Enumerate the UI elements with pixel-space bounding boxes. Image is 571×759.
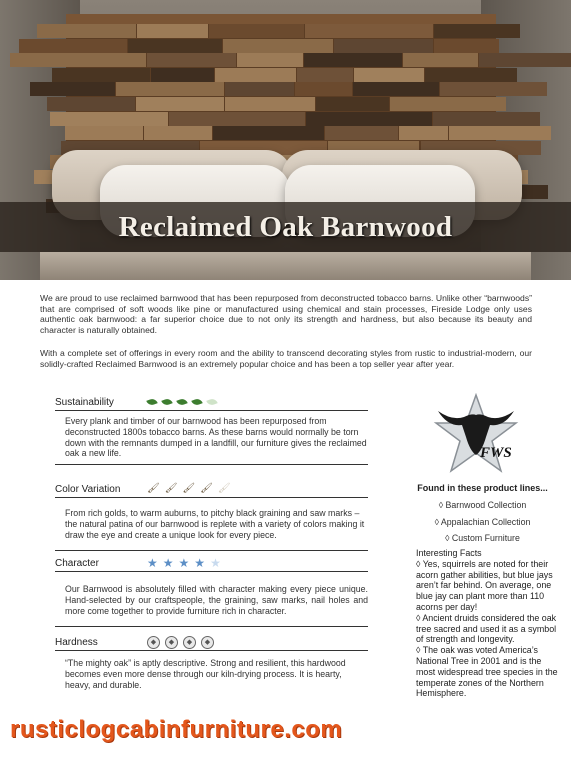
- barnwood-plank: [295, 82, 352, 96]
- fact-item: ◊ The oak was voted America’s National Tree in 2001 and is the most widespread tree species in the temperate zones of the Northern Hemisphere.: [416, 645, 558, 699]
- barnwood-plank: [209, 24, 304, 38]
- leaf-icon: [161, 397, 172, 406]
- barnwood-plank: [147, 53, 236, 67]
- barnwood-plank: [225, 82, 294, 96]
- barnwood-plank: [479, 53, 571, 67]
- longhorn-star-logo: [432, 393, 520, 475]
- hero-image: [0, 0, 571, 280]
- barnwood-plank: [52, 68, 150, 82]
- leaf-icon: [146, 397, 157, 406]
- star-icon: ★: [210, 556, 221, 570]
- barnwood-plank: [116, 82, 224, 96]
- emblem-letters: FWS: [480, 445, 512, 461]
- product-line-item: ◊ Barnwood Collection: [438, 500, 527, 510]
- interesting-facts: [416, 548, 560, 699]
- hardness-rating: [147, 636, 214, 649]
- leaf-icon: [176, 397, 187, 406]
- attribute-label: Hardness: [55, 636, 98, 648]
- barnwood-plank: [334, 39, 433, 53]
- barnwood-plank: [137, 24, 208, 38]
- barnwood-plank: [169, 112, 305, 126]
- barnwood-plank: [136, 97, 224, 111]
- barnwood-plank: [399, 126, 449, 140]
- barnwood-plank: [144, 126, 212, 140]
- barnwood-plank: [10, 53, 146, 67]
- website-url[interactable]: rusticlogcabinfurniture.com: [10, 716, 343, 743]
- character-rating: [147, 557, 221, 569]
- attribute-sustainability: [55, 394, 368, 465]
- star-icon: ★: [178, 556, 190, 570]
- barnwood-plank: [305, 24, 433, 38]
- attribute-label: Character: [55, 557, 99, 569]
- fact-item: ◊ Yes, squirrels are noted for their acorn gather abilities, but blue jays aren’t far behind. On average, one blue jay can plant more than 110 acorns per day!: [416, 558, 553, 612]
- paintbrush-icon: 🖌: [217, 483, 231, 494]
- paintbrush-icon: 🖌: [200, 483, 213, 494]
- diamond-icon: ◆: [165, 636, 178, 649]
- barnwood-plank: [403, 53, 477, 67]
- barnwood-plank: [433, 112, 540, 126]
- star-icon: ★: [147, 556, 158, 570]
- attribute-character: [55, 555, 368, 627]
- barnwood-plank: [65, 126, 143, 140]
- product-line-item: ◊ Appalachian Collection: [434, 517, 531, 527]
- page-title: Reclaimed Oak Barnwood: [118, 210, 453, 243]
- product-lines-heading: Found in these product lines...: [417, 483, 548, 493]
- barnwood-plank: [353, 82, 439, 96]
- fact-item: ◊ Ancient druids considered the oak tree sacred and used it as a symbol of strength and longevity.: [416, 612, 557, 645]
- bed-blanket: [40, 252, 531, 280]
- barnwood-plank: [434, 39, 499, 53]
- barnwood-plank: [30, 82, 115, 96]
- barnwood-plank: [19, 39, 127, 53]
- barnwood-plank: [151, 68, 214, 82]
- barnwood-plank: [223, 39, 332, 53]
- diamond-icon: ◆: [147, 636, 160, 649]
- leaf-icon: [191, 397, 202, 406]
- paintbrush-icon: 🖌: [182, 483, 196, 494]
- title-banner: [0, 202, 571, 252]
- attribute-description: Our Barnwood is absolutely filled with character making every piece unique. Hand-selected by our craftspeople, the graining, saw marks, nail holes and more come together to provide furniture rich in character.: [55, 572, 368, 627]
- barnwood-plank: [213, 126, 324, 140]
- sustainability-rating: [147, 399, 217, 405]
- barnwood-plank: [316, 97, 389, 111]
- diamond-icon: ◆: [201, 636, 214, 649]
- barnwood-plank: [440, 82, 547, 96]
- barnwood-plank: [297, 68, 353, 82]
- paintbrush-icon: 🖌: [147, 483, 160, 494]
- barnwood-plank: [215, 68, 296, 82]
- intro-paragraph-1: We are proud to use reclaimed barnwood that has been repurposed from deconstructed tobacco barns. Unlike other “barnwoods” that are comprised of soft woods like pine or manufactured using chemical and stain processes, Fireside Lodge only uses authentic oak barnwood: a far superior choice due to not only its strength and hardness, but also because its beauty and character is naturally obtained.: [40, 293, 532, 335]
- attribute-description: Every plank and timber of our barnwood has been repurposed from deconstructed 1800s tobacco barns. As these barns would normally be torn down with the remnants dumped in a landfill, our furniture gives the reclaimed oak a new life.: [55, 411, 368, 465]
- barnwood-plank: [225, 97, 315, 111]
- barnwood-plank: [237, 53, 303, 67]
- barnwood-plank: [47, 97, 135, 111]
- facts-title: Interesting Facts: [416, 548, 482, 558]
- barnwood-plank: [325, 126, 398, 140]
- barnwood-plank: [37, 24, 136, 38]
- barnwood-plank: [128, 39, 222, 53]
- attribute-label: Sustainability: [55, 396, 114, 408]
- attribute-label: Color Variation: [55, 483, 121, 495]
- barnwood-plank: [390, 97, 506, 111]
- paintbrush-icon: 🖌: [164, 483, 178, 494]
- attribute-header: [55, 634, 368, 651]
- attribute-hardness: [55, 634, 368, 695]
- barnwood-plank: [434, 24, 520, 38]
- leaf-icon: [206, 397, 217, 406]
- barnwood-plank: [354, 68, 424, 82]
- attribute-header: [55, 394, 368, 411]
- product-line-item: ◊ Custom Furniture: [445, 533, 520, 543]
- attribute-description: From rich golds, to warm auburns, to pitchy black graining and saw marks – the natural patina of our barnwood is replete with a variety of colors making it draw the eye and create a unique look for every piece.: [55, 498, 368, 551]
- barnwood-plank: [304, 53, 403, 67]
- attribute-header: [55, 555, 368, 572]
- barnwood-plank: [449, 126, 551, 140]
- barnwood-plank: [306, 112, 432, 126]
- attribute-description: “The mighty oak” is aptly descriptive. Strong and resilient, this hardwood becomes even more dense through our kiln-drying process. It is hearty, heavy, and durable.: [65, 658, 346, 690]
- barnwood-plank: [425, 68, 516, 82]
- attribute-color-variation: [55, 481, 368, 551]
- star-icon: ★: [162, 556, 174, 570]
- intro-paragraph-2: With a complete set of offerings in every room and the ability to transcend decorating styles from rustic to industrial-modern, our solidly-crafted Reclaimed Barnwood is an extremely popular choice and has been a top seller year after year.: [40, 348, 532, 369]
- attribute-header: [55, 481, 368, 498]
- barnwood-plank: [50, 112, 168, 126]
- color-variation-rating: [147, 484, 231, 494]
- diamond-icon: ◆: [183, 636, 196, 649]
- star-icon: ★: [194, 556, 206, 570]
